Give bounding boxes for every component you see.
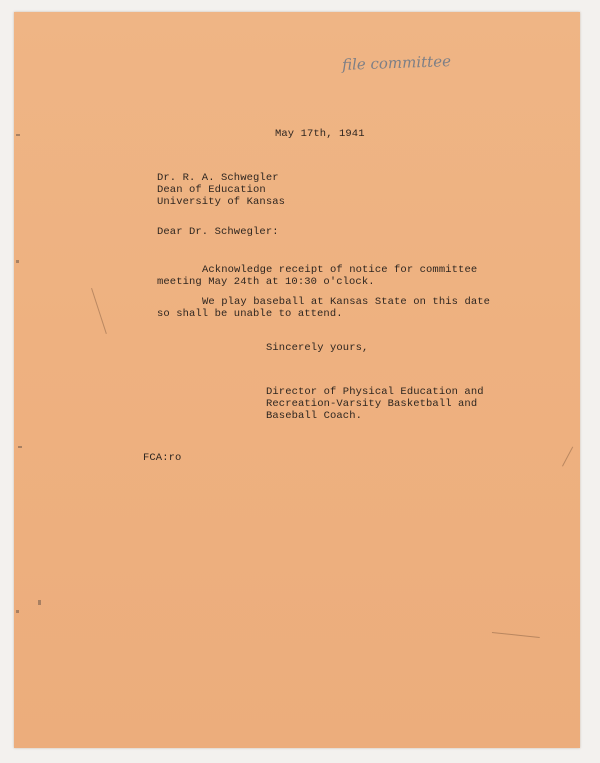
body-line: Acknowledge receipt of notice for committee [202, 264, 478, 276]
body-line: We play baseball at Kansas State on this date [202, 296, 491, 308]
closing: Sincerely yours, [266, 342, 369, 354]
letter-paper [14, 12, 580, 748]
body-line: meeting May 24th at 10:30 o'clock. [157, 276, 375, 288]
paper-crease [492, 632, 540, 638]
handwritten-annotation: file committee [341, 52, 452, 74]
signature-line: Recreation-Varsity Basketball and [266, 398, 478, 410]
letter-date: May 17th, 1941 [275, 128, 365, 140]
signature-line: Baseball Coach. [266, 410, 363, 422]
recipient-name: Dr. R. A. Schwegler [157, 172, 279, 184]
signature-line: Director of Physical Education and [266, 386, 484, 398]
paper-speck [16, 610, 19, 613]
paper-speck [16, 134, 20, 136]
paper-crease [91, 288, 107, 334]
typist-initials: FCA:ro [143, 452, 182, 464]
paper-crease [562, 447, 573, 467]
recipient-institution: University of Kansas [157, 196, 286, 208]
salutation: Dear Dr. Schwegler: [157, 226, 279, 238]
recipient-title: Dean of Education [157, 184, 266, 196]
body-line: so shall be unable to attend. [157, 308, 343, 320]
paper-speck [38, 600, 41, 605]
paper-speck [16, 260, 19, 263]
paper-speck [18, 446, 22, 448]
